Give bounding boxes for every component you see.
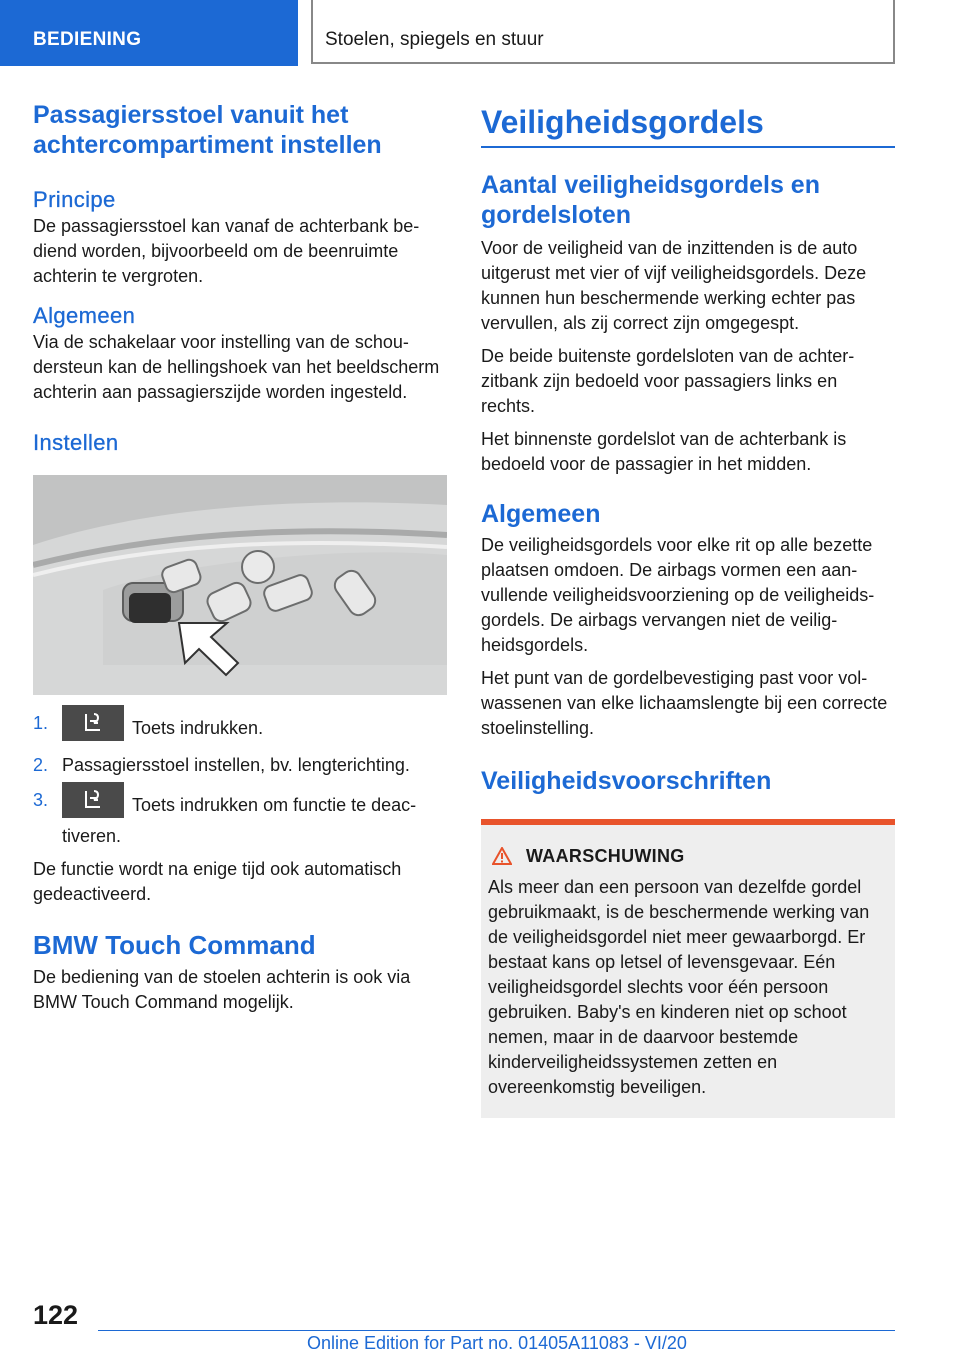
seat-controls-illustration [33,475,447,695]
right-column [481,100,895,1118]
section-tab: BEDIENING [0,0,298,66]
step-text: Toets indrukken om functie te deactiveren. [62,794,417,846]
principe-heading: Principe [33,187,116,212]
belt-algemeen-text-2: Het punt van de gordelbevestiging past voor volwassenen van elke lichaamslengte bij een correcte stoelinstelling. [481,668,888,738]
belt-algemeen-heading: Algemeen [481,500,601,528]
warning-label: WAARSCHUWING [526,846,685,866]
left-column [33,100,447,1015]
step-text: Toets indrukken. [132,717,264,738]
touch-command-heading: BMW Touch Command [33,930,316,960]
touch-command-text: De bediening van de stoelen achterin is ook via BMW Touch Command mogelijk. [33,967,411,1012]
algemeen-heading: Algemeen [33,303,136,328]
step-item [33,753,447,778]
algemeen-text: Via de schakelaar voor instelling van de schoudersteun kan de hellingshoek van het beeldscherm achterin aan passagierszijde worden ingesteld. [33,332,440,402]
page-number: 122 [33,1300,79,1330]
page-header [0,0,960,66]
seat-button-icon [62,705,124,741]
steps-list [33,711,447,849]
instellen-heading: Instellen [33,430,119,455]
step-item [33,711,447,747]
belt-count-heading: Aantal veiligheidsgordels en gordelsloten [481,171,820,229]
belt-count-text-1: Voor de veiligheid van de inzittenden is de auto uitgerust met vier of vijf veiligheidsgordels. Deze kunnen hun beschermende werking echter pas vervullen, als zij correct zijn omgegespt. [481,238,867,333]
belt-algemeen-text-1: De veiligheidsgordels voor elke rit op alle bezette plaatsen omdoen. De airbags vormen een aanvullende veiligheidsvoorziening op de veiligheidsgordels. De airbags vervangen niet de veiligheidsgordels. [481,535,875,655]
step-item [33,788,447,849]
principe-text: De passagiersstoel kan vanaf de achterbank bediend worden, bijvoorbeeld om de beenruimte achterin te vergroten. [33,216,420,286]
edition-note: Online Edition for Part no. 01405A11083 - VI/20 [307,1333,687,1353]
belt-count-text-2: De beide buitenste gordelsloten van de achterzitbank zijn bedoeld voor passagiers links en rechts. [481,346,855,416]
warning-text: Als meer dan een persoon van dezelfde gordel gebruikmaakt, is de beschermende werking van de veiligheidsgordel niet meer gewaarborgd. Er bestaat kans op letsel of levensgevaar. Eén veiligheidsgordel slechts voor één persoon gebruiken. Baby's en kinderen niet op schoot nemen, maar in de daarvoor bestemde kinderveiligheidssystemen zetten en overeenkomstig beveiligen. [488,877,870,1097]
step-text: Passagiersstoel instellen, bv. lengterichting. [62,755,410,775]
section-title: Passagiersstoel vanuit het achtercompartiment instellen [33,101,382,159]
step-number: 1. [33,713,49,733]
warning-header [488,843,887,869]
step-number: 3. [33,790,49,810]
warning-triangle-icon [488,846,526,866]
step-number: 2. [33,755,49,775]
auto-deactivate-text: De functie wordt na enige tijd ook automatisch gedeactiveerd. [33,859,402,904]
chapter-title: Stoelen, spiegels en stuur [311,0,895,64]
seatbelts-title: Veiligheidsgordels [481,100,895,148]
belt-count-text-3: Het binnenste gordelslot van de achterbank is bedoeld voor de passagier in het midden. [481,429,847,474]
footer-divider [98,1330,895,1331]
safety-rules-heading: Veiligheidsvoorschriften [481,767,772,795]
seat-button-icon [62,782,124,818]
warning-box [481,819,895,1118]
